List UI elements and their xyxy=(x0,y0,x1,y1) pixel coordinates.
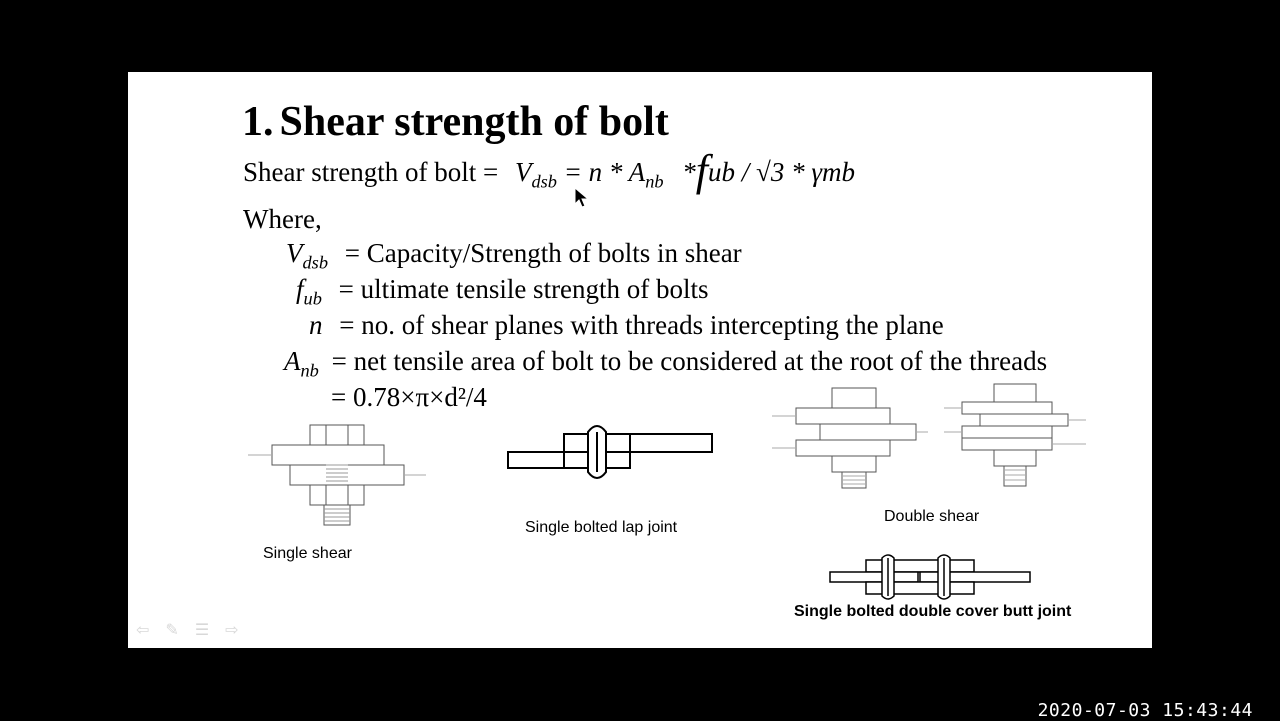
definition-vdsb xyxy=(286,238,742,273)
mouse-pointer-icon xyxy=(574,187,590,209)
formula-lhs: Shear strength of bolt = xyxy=(243,157,499,187)
timestamp: 2020-07-03 15:43:44 xyxy=(1037,700,1253,721)
def-symbol: $A_{nb}$ xyxy=(284,346,319,381)
slide xyxy=(128,72,1152,648)
formula-n-a: = n * $A_{nb}$ xyxy=(563,157,664,192)
caption-butt-joint: Single bolted double cover butt joint xyxy=(794,603,1072,620)
title-number: 1. xyxy=(242,99,274,145)
caption-single-shear: Single shear xyxy=(263,545,352,562)
def-symbol: $f_{ub}$ xyxy=(296,274,322,309)
definition-n xyxy=(309,310,944,341)
formula-f: f xyxy=(695,146,709,195)
lap-joint-diagram xyxy=(506,422,716,482)
formula-v: $V_{dsb}$ xyxy=(514,157,557,192)
where-label: Where, xyxy=(243,204,322,234)
def-text: = ultimate tensile strength of bolts xyxy=(338,274,709,304)
menu-icon[interactable]: ☰ xyxy=(194,620,210,639)
pen-icon[interactable]: ✎ xyxy=(165,620,179,639)
right-arrow-icon[interactable]: ⇨ xyxy=(225,620,239,639)
single-shear-diagram xyxy=(240,417,430,532)
slideshow-nav xyxy=(136,620,239,639)
slide-title xyxy=(242,98,669,146)
formula-star: * xyxy=(682,157,696,187)
def-symbol: $V_{dsb}$ xyxy=(286,238,329,273)
left-arrow-icon[interactable]: ⇦ xyxy=(136,620,150,639)
def-symbol: n xyxy=(309,310,323,340)
caption-double-shear: Double shear xyxy=(884,508,980,525)
def-text: = Capacity/Strength of bolts in shear xyxy=(344,238,742,268)
definition-anb xyxy=(284,346,1048,381)
def-text: = net tensile area of bolt to be considered at the root of the threads xyxy=(331,346,1048,376)
shear-formula xyxy=(243,146,855,195)
double-shear-diagram-left xyxy=(768,384,928,492)
butt-joint-diagram xyxy=(828,552,1034,600)
title-text: Shear strength of bolt xyxy=(279,99,669,145)
area-formula: = 0.78×π×d²/4 xyxy=(331,382,487,412)
caption-lap-joint: Single bolted lap joint xyxy=(525,519,678,536)
double-shear-diagram-right xyxy=(940,380,1090,488)
def-text: = no. of shear planes with threads intercepting the plane xyxy=(339,310,944,340)
definition-fub xyxy=(296,274,709,309)
formula-rest: ub / √3 * γmb xyxy=(708,157,855,187)
